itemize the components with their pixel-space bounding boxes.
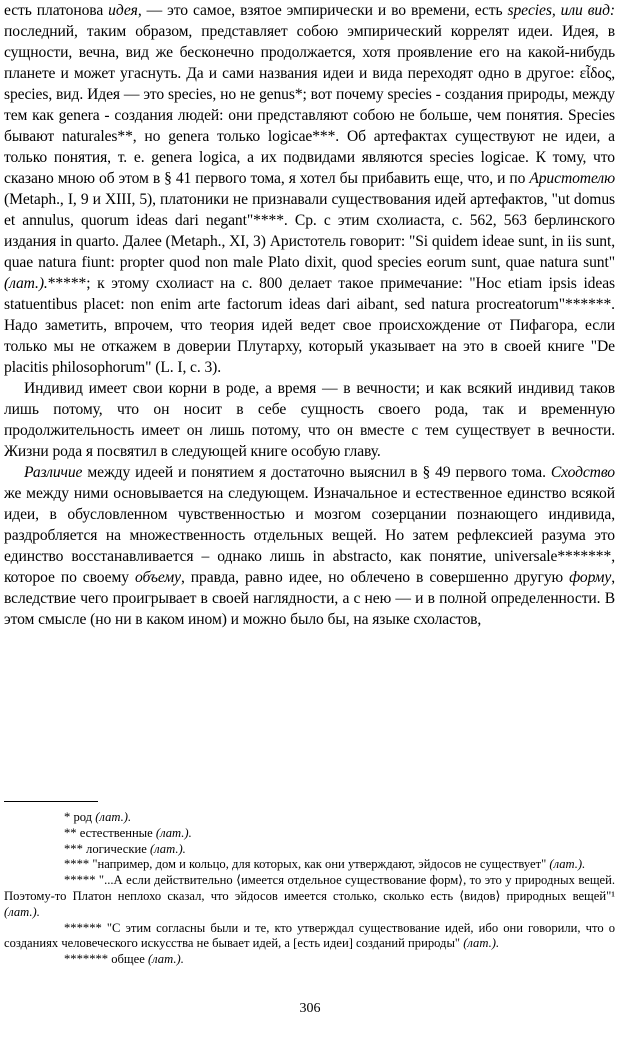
footnotes bbox=[4, 810, 615, 968]
footnote bbox=[4, 826, 615, 842]
italic-run: Сходство bbox=[550, 464, 615, 481]
text-run: ****** "С этим согласны были и те, кто утверждал существование идей, ибо они говорили, что о созданиях человеческого искусства не бывает идей, а [есть идеи] созданий природы" bbox=[4, 920, 615, 951]
italic-run: форму bbox=[569, 569, 612, 586]
text-run: (Metaph., I, 9 и XIII, 5), платоники не признавали существования идей артефактов, "ut domus et annulus, quorum ideas dari negant"****. Ср. с этим схолиаста, с. 562, 563 берлинского издания in quarto. Далее (Metaph., XI, 3) Аристотель говорит: "Si quidem ideae sunt, in iis sunt, quae natura fiunt: propter quod non male Plato dixit, quod species eorum sunt, quae natura sunt" bbox=[4, 191, 615, 271]
italic-run: (лат.). bbox=[95, 810, 132, 824]
italic-run: (лат.). bbox=[549, 857, 586, 872]
footnote bbox=[4, 921, 615, 953]
italic-run: (лат.). bbox=[4, 275, 48, 292]
italic-run: (лат.). bbox=[149, 841, 186, 856]
page-number: 306 bbox=[299, 1001, 321, 1016]
text-run: *** логические bbox=[64, 841, 150, 856]
italic-run: объему bbox=[135, 569, 181, 586]
italic-run: идея bbox=[108, 2, 138, 19]
italic-run: Аристотелю bbox=[529, 170, 615, 187]
footnote bbox=[4, 857, 615, 873]
text-run: между идеей и понятием я достаточно выяснил в § 49 первого тома. bbox=[82, 464, 551, 481]
text-run: , — это самое, взятое эмпирически и во времени, есть bbox=[137, 2, 508, 19]
footnote bbox=[4, 952, 615, 968]
text-run: ***** "...А если действительно ⟨имеется отдельное существование форм⟩, то это у природных вещей. Поэтому-то Платон неплохо сказал, что эйдосов имеется столько, сколько есть ⟨видов⟩ природных вещей"¹ bbox=[4, 873, 615, 903]
text-run: ** естественные bbox=[64, 825, 156, 840]
text-run: есть платонова bbox=[4, 2, 109, 19]
footnote bbox=[4, 810, 615, 826]
italic-run: (лат.). bbox=[147, 952, 184, 967]
italic-run: (лат.). bbox=[4, 904, 40, 919]
italic-run: Различие bbox=[24, 464, 83, 481]
text-run: Индивид имеет свои корни в роде, а время — в вечности; и как всякий индивид таков лишь потому, что он носит в себе сущность своего рода, так и временную продолжительность имеет он лишь потому, что он вместе с тем существует в вечности. Жизни рода я посвятил в следующей книге особую главу. bbox=[4, 380, 615, 460]
italic-run: species, или вид: bbox=[507, 2, 615, 19]
text-run: же между ними основывается на следующем. Изначальное и естественное единство всякой идеи, в обусловленном чувственностью и мозгом созерцании познающего индивида, раздробляется на множественность отдельных вещей. Но затем рефлексией разума это единство восстанавливается – однако лишь in abstracto, как понятие, universale*******, которое по своему bbox=[4, 485, 615, 586]
footnote bbox=[4, 842, 615, 858]
text-run: последний, таким образом, представляет собою эмпирический коррелят идеи. Идея, в сущности, вечна, вид же бесконечно продолжается, хотя проявление его на какой-нибудь планете и может угаснуть. Да и сами названия идеи и вида переходят одно в другое: εἶδος, species, вид. Идея — это species, но не genus*; вот почему species - создания природы, между тем как genera - создания людей: они представляют собою не больше, чем понятия. Species бывают naturales**, но genera только logicae***. Об артефактах существуют не идеи, а только понятия, т. е. genera logica, а их подвидами являются species logicae. К тому, что сказано мною об этом в § 41 первого тома, я хотел бы прибавить еще, что, и по bbox=[4, 23, 615, 187]
text-run: *****; к этому схолиаст на с. 800 делает такое примечание: "Hoc etiam ipsis ideas statuentibus placet: non enim arte factorum ideas dari aibant, sed natura procreatorum"******. Надо заметить, впрочем, что теория идей ведет свое происхождение от Пифагора, если только мы не откажем в доверии Плутарху, который указывает на это в своей книге "De placitis philosophorum" (L. I, c. 3). bbox=[4, 275, 615, 376]
text-run: , правда, равно идее, но облечено в совершенно другую bbox=[180, 569, 570, 586]
footnote-divider bbox=[4, 801, 98, 802]
italic-run: (лат.). bbox=[155, 825, 192, 840]
paragraph bbox=[4, 0, 615, 378]
text-run: **** "например, дом и кольцо, для которых, как они утверждают, эйдосов не существует" bbox=[64, 857, 550, 872]
text-run: , вследствие чего проигрывает в своей наглядности, а с нею — и в полной определенности. В этом смысле (но ни в каком ином) и можно было бы, на языке схоластов, bbox=[4, 569, 615, 628]
paragraph bbox=[4, 462, 615, 630]
footnote bbox=[4, 873, 615, 920]
main-text bbox=[4, 0, 615, 630]
text-run: ******* общее bbox=[64, 952, 148, 967]
paragraph bbox=[4, 378, 615, 462]
italic-run: (лат.). bbox=[463, 936, 500, 951]
text-run: * род bbox=[64, 810, 96, 824]
page bbox=[4, 0, 615, 630]
